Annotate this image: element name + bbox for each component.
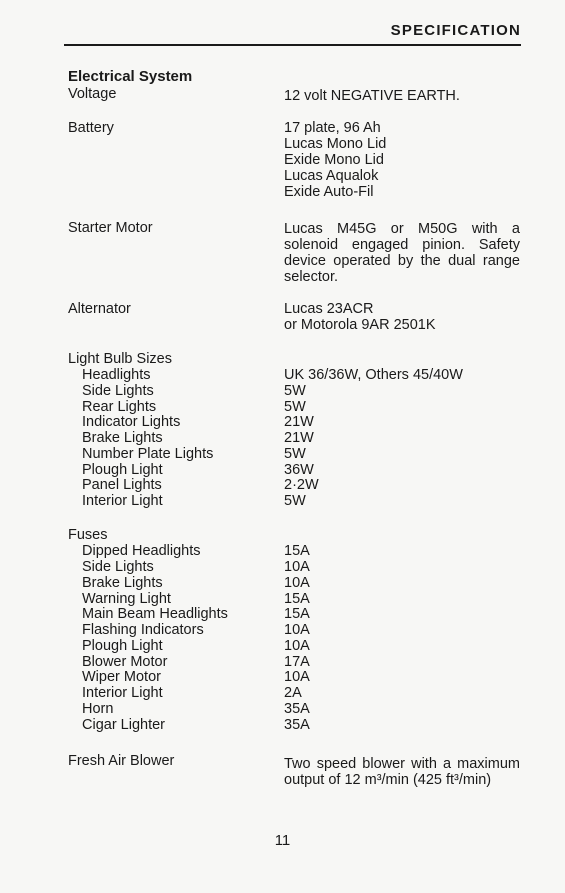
light-bulb-sizes-label: Light Bulb Sizes (68, 351, 172, 367)
bulb-name: Plough Light (82, 462, 163, 478)
fuse-name: Flashing Indicators (82, 622, 204, 638)
fresh-air-blower-value: Two speed blower with a maximum output of 12 m³/min (425 ft³/min) (284, 756, 520, 788)
bulb-value: 21W (284, 414, 314, 430)
fuse-name: Warning Light (82, 591, 171, 607)
fuse-name: Plough Light (82, 638, 163, 654)
voltage-label: Voltage (68, 86, 117, 102)
fuse-name: Wiper Motor (82, 669, 161, 685)
bulb-name: Headlights (82, 367, 151, 383)
fuse-value: 10A (284, 638, 310, 654)
alternator-label: Alternator (68, 301, 131, 317)
bulb-name: Side Lights (82, 383, 154, 399)
alternator-value: or Motorola 9AR 2501K (284, 317, 436, 333)
bulb-name: Interior Light (82, 493, 163, 509)
bulb-value: 5W (284, 446, 306, 462)
bulb-value: 36W (284, 462, 314, 478)
fuse-name: Main Beam Headlights (82, 606, 228, 622)
bulb-name: Rear Lights (82, 399, 157, 415)
bulb-name: Brake Lights (82, 430, 163, 446)
fresh-air-blower-label: Fresh Air Blower (68, 753, 175, 769)
section-heading: Electrical System (68, 68, 193, 85)
fuse-value: 10A (284, 669, 310, 685)
fuse-name: Dipped Headlights (82, 543, 201, 559)
alternator-value: Lucas 23ACR (284, 301, 374, 317)
fuse-name: Blower Motor (82, 654, 168, 670)
bulb-value: UK 36/36W, Others 45/40W (284, 367, 463, 383)
page-header-title: SPECIFICATION (390, 22, 521, 39)
fuse-name: Brake Lights (82, 575, 163, 591)
bulb-name: Panel Lights (82, 477, 162, 493)
starter-motor-value: Lucas M45G or M50G with a solenoid engaged pinion. Safety device operated by the dual range selector. (284, 221, 520, 285)
fuse-name: Side Lights (82, 559, 154, 575)
fuse-name: Interior Light (82, 685, 163, 701)
fuse-value: 17A (284, 654, 310, 670)
bulb-name: Number Plate Lights (82, 446, 214, 462)
battery-value: Exide Mono Lid (284, 152, 384, 168)
battery-value: Exide Auto-Fil (284, 184, 374, 200)
bulb-name: Indicator Lights (82, 414, 181, 430)
bulb-value: 2·2W (284, 477, 319, 493)
bulb-value: 5W (284, 493, 306, 509)
battery-value: Lucas Aqualok (284, 168, 379, 184)
fuse-value: 15A (284, 591, 310, 607)
header-rule (64, 44, 521, 46)
page-number: 11 (274, 832, 291, 849)
fuse-name: Horn (82, 701, 114, 717)
bulb-value: 5W (284, 399, 306, 415)
fuse-value: 35A (284, 717, 310, 733)
battery-label: Battery (68, 120, 114, 136)
fuses-label: Fuses (68, 527, 108, 543)
fuse-value: 10A (284, 575, 310, 591)
fuse-name: Cigar Lighter (82, 717, 166, 733)
fuse-value: 15A (284, 543, 310, 559)
voltage-value: 12 volt NEGATIVE EARTH. (284, 88, 460, 104)
battery-value: Lucas Mono Lid (284, 136, 387, 152)
fuse-value: 15A (284, 606, 310, 622)
fuse-value: 2A (284, 685, 302, 701)
bulb-value: 21W (284, 430, 314, 446)
starter-motor-label: Starter Motor (68, 220, 153, 236)
bulb-value: 5W (284, 383, 306, 399)
fuse-value: 35A (284, 701, 310, 717)
battery-value: 17 plate, 96 Ah (284, 120, 381, 136)
fuse-value: 10A (284, 559, 310, 575)
fuse-value: 10A (284, 622, 310, 638)
